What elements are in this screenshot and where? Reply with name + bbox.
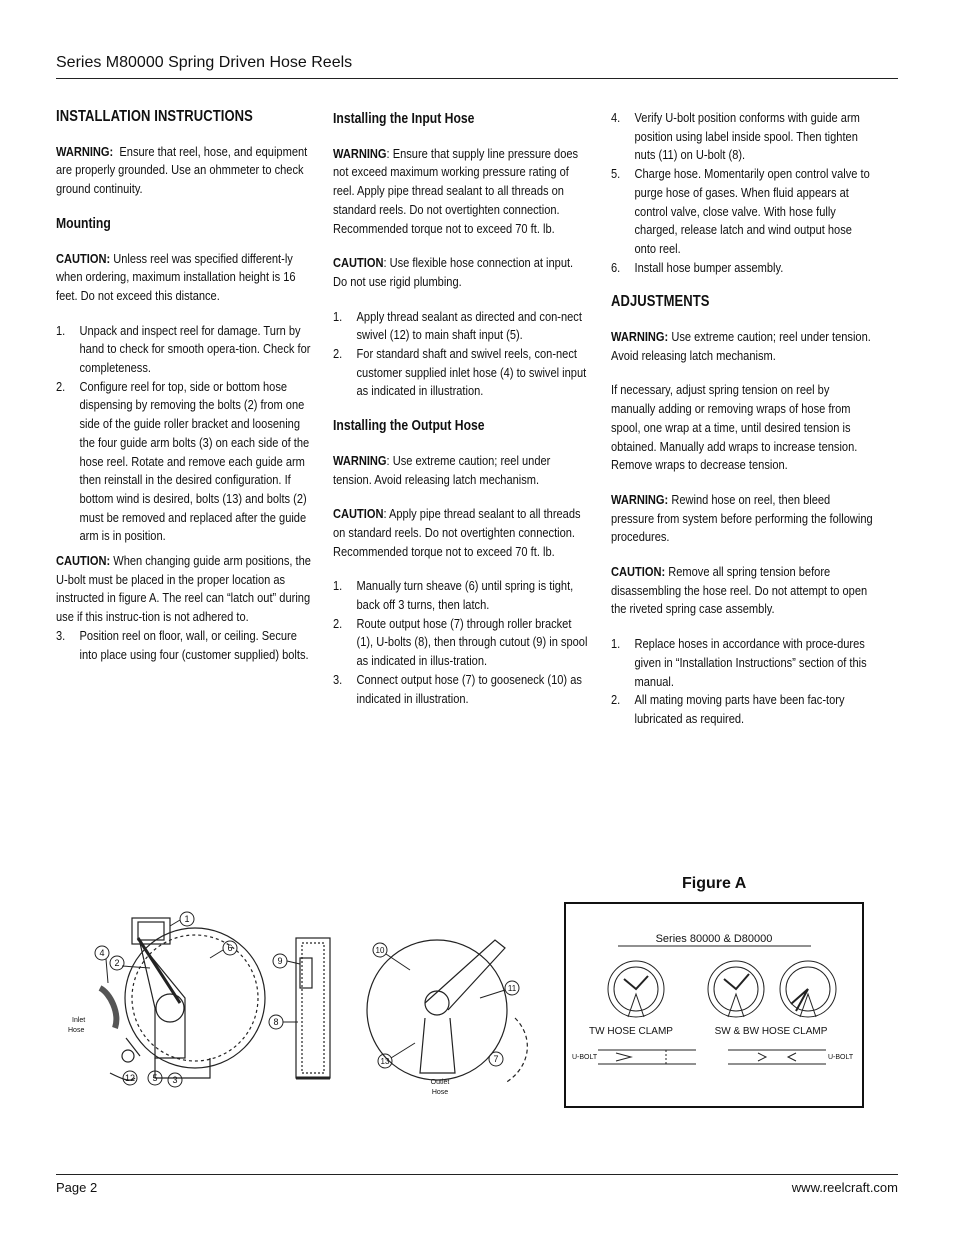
reel-bottom-wind: [780, 961, 836, 1017]
step-number: 2.: [56, 378, 66, 394]
callout-11: 11: [507, 984, 517, 993]
footer-url: www.reelcraft.com: [791, 1180, 898, 1195]
input-warning-paragraph: [333, 145, 589, 239]
warning-label: WARNING: [333, 145, 387, 161]
caution-text: When changing guide arm positions, the U-bolt must be placed in the proper location as instructed in figure A. The reel can “latch out” during use if this instruc-tion is not adhered to.: [56, 553, 311, 625]
callout-9: 9: [277, 956, 283, 966]
list-item: [611, 165, 873, 259]
inlet-label-2: Hose: [68, 1027, 85, 1034]
warning-text: : Use extreme caution; reel under tension. Avoid releasing latch mechanism.: [333, 452, 551, 487]
step-text: Route output hose (7) through roller bracket (1), U-bolts (8), then through cutout (9) in spool as indicated in illus-tration.: [356, 615, 588, 669]
callout-10: 10: [375, 946, 385, 955]
u-bolt-right-diagram: [728, 1050, 826, 1064]
output-warning-paragraph: [333, 452, 589, 489]
step-number: 5.: [611, 166, 621, 182]
list-item: [611, 635, 873, 691]
adj-warning-paragraph: [611, 328, 873, 365]
warning-label: WARNING: [333, 452, 387, 468]
warning-label: WARNING:: [611, 329, 669, 345]
callout-labels-reel-front: [273, 956, 282, 1027]
list-item: [333, 615, 589, 671]
caution-paragraph: [56, 250, 314, 306]
caution-text: : Use flexible hose connection at input. Do not use rigid plumbing.: [333, 255, 574, 289]
step-number: 1.: [611, 636, 621, 652]
step-text: Install hose bumper assembly.: [634, 259, 784, 275]
warning-text: : Ensure that supply line pressure does not exceed maximum working pressure rating of reel. Apply pipe thread sealant to all threads on standard reels. Do not overtighten connection. Recommended torque not to exceed 70 ft. lb.: [333, 145, 579, 236]
list-item: [333, 671, 589, 708]
output-hose-heading: Installing the Output Hose: [333, 418, 485, 435]
column-installation: [56, 108, 314, 664]
hose-reel-illustration: [60, 898, 540, 1108]
callout-4: 4: [99, 948, 105, 958]
u-bolt-label-left: U-BOLT: [572, 1054, 598, 1061]
output-steps-cont: [611, 109, 873, 277]
mounting-steps-cont: [56, 627, 314, 664]
step-number: 2.: [333, 615, 343, 631]
step-number: 3.: [56, 627, 66, 643]
list-item: [333, 577, 589, 614]
page-number: Page 2: [56, 1180, 98, 1195]
input-caution-paragraph: [333, 254, 589, 291]
reel-front-view: [296, 938, 330, 1078]
adj-paragraph: If necessary, adjust spring tension on reel by manually adding or removing wraps of hose from spool, one wrap at a time, until desired tension is obtained. Manually add wraps to increase tension. Remove wraps to decrease tension.: [611, 382, 858, 473]
adj-warning2-paragraph: [611, 491, 873, 547]
step-text: Apply thread sealant as directed and con-nect swivel (12) to main shaft input (5).: [356, 308, 582, 343]
footer-rule: [56, 1174, 898, 1175]
list-item: [333, 308, 589, 345]
output-steps: [333, 577, 589, 708]
step-number: 3.: [333, 671, 343, 687]
list-item: [611, 259, 873, 278]
caution-label: CAUTION:: [56, 250, 111, 266]
callout-5: 5: [152, 1073, 158, 1083]
callout-1: 1: [184, 914, 190, 924]
caution-label: CAUTION:: [611, 564, 666, 580]
adjustments-heading: ADJUSTMENTS: [611, 293, 710, 311]
step-number: 4.: [611, 110, 621, 125]
warning-paragraph: [56, 143, 314, 199]
step-text: Charge hose. Momentarily open control valve to purge hose of gases. When fluid appears at control valve, close valve. With hose fully charged, release latch and wind output hose onto reel.: [634, 166, 870, 256]
list-item: [56, 322, 314, 378]
reel-side-wind: [708, 961, 764, 1017]
caution-label: CAUTION: [333, 255, 384, 271]
step-number: 1.: [333, 308, 343, 324]
callout-13: 13: [380, 1057, 390, 1066]
figure-a-box: [564, 902, 864, 1108]
warning-text: Rewind hose on reel, then bleed pressure from system before performing the following procedures.: [611, 491, 873, 545]
adj-steps: [611, 635, 873, 729]
callout-7: 7: [493, 1054, 499, 1064]
header-rule: [56, 78, 898, 79]
step-text: Verify U-bolt position conforms with guide arm position using label inside spool. Then tighten nuts (11) on U-bolt (8).: [634, 110, 860, 163]
step-number: 2.: [333, 346, 343, 362]
figure-series-label: Series 80000 & D80000: [655, 933, 773, 945]
input-hose-heading: Installing the Input Hose: [333, 111, 475, 127]
step-text: Configure reel for top, side or bottom hose dispensing by removing the bolts (2) from one side of the guide roller bracket and loosening the four guide arm bolts (3) on each side of the hose reel. Rotate and remove each guide arm then reinstall in the desired configuration. If bottom wind is desired, bolts (13) and bolts (2) must be removed and replaced after the guide arm is in position.: [79, 378, 310, 544]
column-adjustments: [611, 109, 873, 729]
outlet-label-2: Hose: [431, 1089, 449, 1096]
callout-2: 2: [114, 958, 120, 968]
callouts-reel-back: [373, 943, 519, 1068]
caution-text: : Apply pipe thread sealant to all threads on standard reels. Do not overtighten connection. Recommended torque not to exceed 70 ft. lb.: [333, 506, 581, 559]
step-text: Manually turn sheave (6) until spring is tight, back off 3 turns, then latch.: [356, 578, 574, 613]
mounting-steps: [56, 322, 314, 546]
step-text: For standard shaft and swivel reels, con-nect customer supplied inlet hose (4) to swivel input as indicated in illustration.: [356, 346, 587, 399]
step-number: 2.: [611, 692, 621, 708]
step-number: 1.: [333, 578, 343, 594]
list-item: [611, 691, 873, 728]
list-item: [56, 378, 314, 546]
outlet-label: Outlet: [430, 1079, 450, 1086]
caution-label: CAUTION: [333, 506, 384, 522]
reel-back-view: [367, 940, 527, 1083]
u-bolt-label-right: U-BOLT: [828, 1054, 854, 1061]
reel-side-view: [100, 918, 265, 1080]
list-item: [56, 627, 314, 664]
figure-title: Figure A: [682, 875, 747, 892]
step-text: Replace hoses in accordance with proce-dures given in “Installation Instructions” section of this manual.: [634, 636, 867, 689]
step-number: 1.: [56, 322, 66, 338]
column-hoses: [333, 108, 589, 708]
input-steps: [333, 308, 589, 402]
callout-6: 6: [227, 943, 233, 953]
adj-caution-paragraph: [611, 563, 873, 619]
caution-guide-arm-paragraph: [56, 552, 314, 627]
warning-label: WARNING:: [611, 491, 669, 507]
step-text: Position reel on floor, wall, or ceiling. Secure into place using four (customer supplied) bolts.: [79, 627, 309, 662]
step-number: 6.: [611, 259, 621, 275]
warning-text: Ensure that reel, hose, and equipment are properly grounded. Use an ohmmeter to check ground continuity.: [56, 143, 308, 197]
reel-top-wind: [608, 961, 664, 1017]
tw-hose-clamp-label: TW HOSE CLAMP: [589, 1026, 673, 1037]
step-text: Unpack and inspect reel for damage. Turn by hand to check for smooth opera-tion. Check for completeness.: [79, 322, 311, 376]
warning-label: WARNING:: [56, 143, 114, 159]
caution-label: CAUTION:: [56, 553, 111, 569]
list-item: [611, 109, 873, 165]
callouts-reel-side: [95, 912, 237, 1087]
list-item: [333, 345, 589, 401]
caution-text: Remove all spring tension before disassembling the hose reel. Do not attempt to open the riveted spring case assembly.: [611, 564, 868, 617]
step-text: All mating moving parts have been fac-tory lubricated as required.: [634, 692, 845, 726]
callout-3: 3: [172, 1075, 178, 1085]
mounting-heading: Mounting: [56, 215, 111, 232]
u-bolt-left-diagram: [598, 1050, 696, 1064]
page-header-title: Series M80000 Spring Driven Hose Reels: [56, 54, 353, 71]
installation-heading: INSTALLATION INSTRUCTIONS: [56, 108, 253, 125]
inlet-label: Inlet: [72, 1017, 86, 1024]
output-caution-paragraph: [333, 505, 589, 561]
warning-text: Use extreme caution; reel under tension. Avoid releasing latch mechanism.: [611, 329, 871, 363]
sw-bw-hose-clamp-label: SW & BW HOSE CLAMP: [714, 1026, 828, 1037]
step-text: Connect output hose (7) to gooseneck (10) as indicated in illustration.: [356, 671, 582, 706]
caution-text: Unless reel was specified different-ly when ordering, maximum installation height is 16 feet. Do not exceed this distance.: [56, 250, 296, 303]
figure-a-diagram: [566, 904, 862, 1106]
callout-12: 12: [124, 1073, 136, 1083]
callout-8: 8: [273, 1017, 279, 1027]
